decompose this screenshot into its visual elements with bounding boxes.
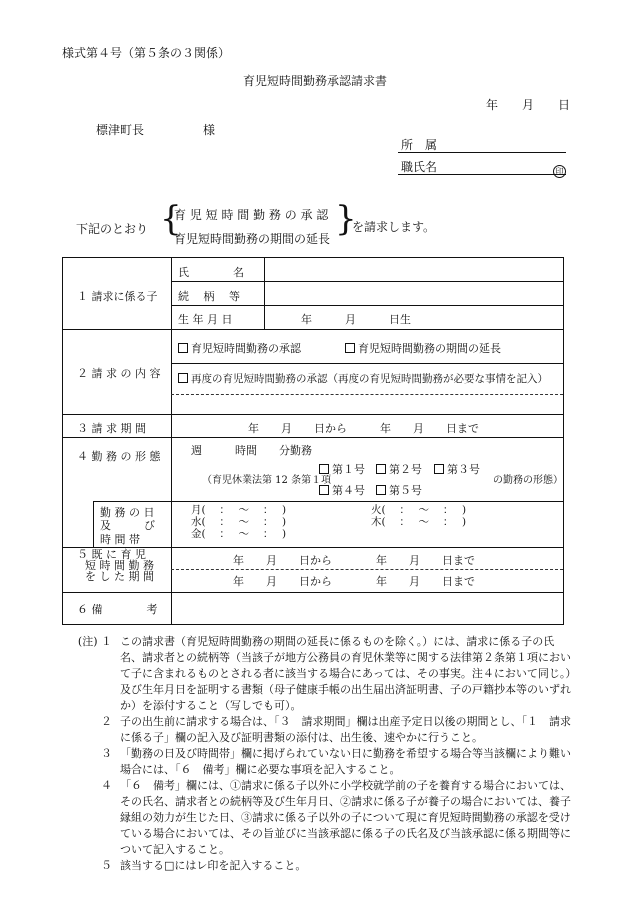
s4-no5-checkbox[interactable]: 第５号	[376, 482, 422, 498]
honorific: 様	[203, 123, 216, 137]
s4-thu[interactable]: 木( ： 〜 ： )	[371, 516, 467, 528]
s6-label: ６ 備 考	[77, 603, 158, 616]
note-3: ３ 「勤務の日及び時間帯」欄に掲げられていない日に勤務を希望する場合等当該欄により難い場合には、「６ 備考」欄に必要な事項を記入すること。	[101, 747, 571, 776]
notes	[62, 634, 572, 874]
checkbox-icon	[376, 485, 386, 495]
note-1: (注) １ この請求書（育児短時間勤務の期間の延長に係るものを除く。）には、請求に係る子の氏名、請求者との続柄等（当該子が地方公務員の育児休業等に関する法律第２条第１項において子に含まれるものとされる者に該当する場合にあっては、その事実。注４において同じ。）及び生年月日を証明する書類（母子健康手帳の出生届出済証明書、子の戸籍抄本等のいずれか）を添付すること（写しでも可）。	[77, 635, 571, 712]
checkbox-icon	[345, 343, 355, 353]
request-option-extension: 育児短時間勤務の期間の延長	[174, 232, 331, 246]
checkbox-icon	[319, 464, 329, 474]
checkbox-icon	[376, 464, 386, 474]
s4-law-reference: （育児休業法第 12 条第１項	[202, 475, 332, 486]
s2-option-approval[interactable]: 育児短時間勤務の承認	[178, 340, 301, 356]
form-number: 様式第４号（第５条の３関係）	[62, 46, 231, 60]
s4-suffix: の勤務の形態）	[493, 475, 563, 486]
s3-label: ３ 請 求 期 間	[77, 422, 146, 435]
request-suffix: を請求します。	[352, 220, 436, 234]
s4-wed[interactable]: 水( ： 〜 ： )	[191, 516, 287, 528]
checkbox-icon	[178, 343, 188, 353]
s1-relation-field[interactable]	[266, 283, 562, 304]
s4-label: ４ 勤 務 の 形 態	[77, 450, 161, 463]
request-prefix: 下記のとおり	[76, 222, 149, 236]
s1-relation-label: 続 柄 等	[178, 290, 240, 303]
s5-label-2: 短 時 間 勤 務	[85, 559, 154, 572]
s4-no4-checkbox[interactable]: 第４号	[319, 482, 365, 498]
s2-option-extension[interactable]: 育児短時間勤務の期間の延長	[345, 340, 501, 356]
s4-mon[interactable]: 月( ： 〜 ： )	[191, 504, 287, 516]
s1-inner-divider	[264, 258, 265, 329]
s1-birth-value: 年 月 日生	[301, 313, 411, 326]
s1-birth-label: 生 年 月 日	[178, 313, 233, 326]
note-4: ４ 「６ 備考」欄には、①請求に係る子以外に小学校就学前の子を養育する場合においては、その氏名、請求者との続柄等及び生年月日、②請求に係る子が養子の場合においては、養子縁組の効力が生じた日、③請求に係る子以外の子について現に育児短時間勤務の承認を受けている場合においては、その旨並びに当該承認に係る子の氏名及び当該承認に係る期間等について記入すること。	[101, 779, 571, 856]
s4-days-label-1: 勤 務 の 日	[100, 506, 155, 519]
date-line: 年 月 日	[486, 98, 571, 112]
s1-label: １ 請求に係る子	[77, 290, 158, 303]
s4-fri[interactable]: 金( ： 〜 ： )	[191, 528, 287, 540]
s2-label: ２ 請 求 の 内 容	[77, 367, 161, 380]
s4-tue[interactable]: 火( ： 〜 ： )	[371, 504, 467, 516]
request-table	[62, 257, 564, 625]
right-brace: }	[335, 199, 357, 239]
s1-name-label: 氏 名	[178, 266, 244, 279]
request-option-approval: 育 児 短 時 間 勤 務 の 承 認	[174, 208, 329, 222]
left-brace: {	[160, 199, 182, 239]
s5-label-3: を し た 期 間	[85, 570, 154, 583]
s2-option-reapproval[interactable]: 再度の育児短時間勤務の承認（再度の育児短時間勤務が必要な事情を記入）	[178, 371, 548, 386]
s3-value[interactable]: 年 月 日から 年 月 日まで	[248, 422, 479, 435]
name-label: 職氏名	[401, 160, 438, 174]
s1-name-field[interactable]	[266, 260, 562, 280]
seal-mark: 印	[553, 159, 566, 178]
affiliation-label: 所 属	[401, 138, 438, 152]
s4-no1-checkbox[interactable]: 第１号	[319, 461, 365, 477]
s5-period-2[interactable]: 年 月 日から 年 月 日まで	[233, 575, 475, 588]
checkbox-icon	[319, 485, 329, 495]
note-5: ５ 該当する□にはレ印を記入すること。	[101, 859, 307, 872]
document-title: 育児短時間勤務承認請求書	[242, 74, 387, 88]
s4-no3-checkbox[interactable]: 第３号	[434, 461, 480, 477]
name-underline[interactable]	[398, 174, 566, 175]
s4-days-label-2: 及 び	[100, 519, 155, 532]
note-2: ２ 子の出生前に請求する場合は、「３ 請求期間」欄は出産予定日以後の期間とし、「１ 請求に係る子」欄の記入及び証明書類の添付は、出生後、速やかに行うこと。	[101, 715, 571, 744]
checkbox-icon	[178, 373, 188, 383]
s4-no2-checkbox[interactable]: 第２号	[376, 461, 422, 477]
affiliation-underline[interactable]	[398, 152, 566, 153]
addressee: 標津町長	[96, 123, 145, 137]
s4-weekly-hours[interactable]: 週 時間 分勤務	[191, 444, 312, 457]
s5-label-1: ５ 既 に 育 児	[77, 548, 146, 561]
s6-remarks-field[interactable]	[173, 594, 562, 623]
s4-days-label-3: 時 間 帯	[100, 533, 140, 546]
checkbox-icon	[434, 464, 444, 474]
s5-period-1[interactable]: 年 月 日から 年 月 日まで	[233, 554, 475, 567]
s2-reason-field[interactable]	[173, 396, 562, 413]
